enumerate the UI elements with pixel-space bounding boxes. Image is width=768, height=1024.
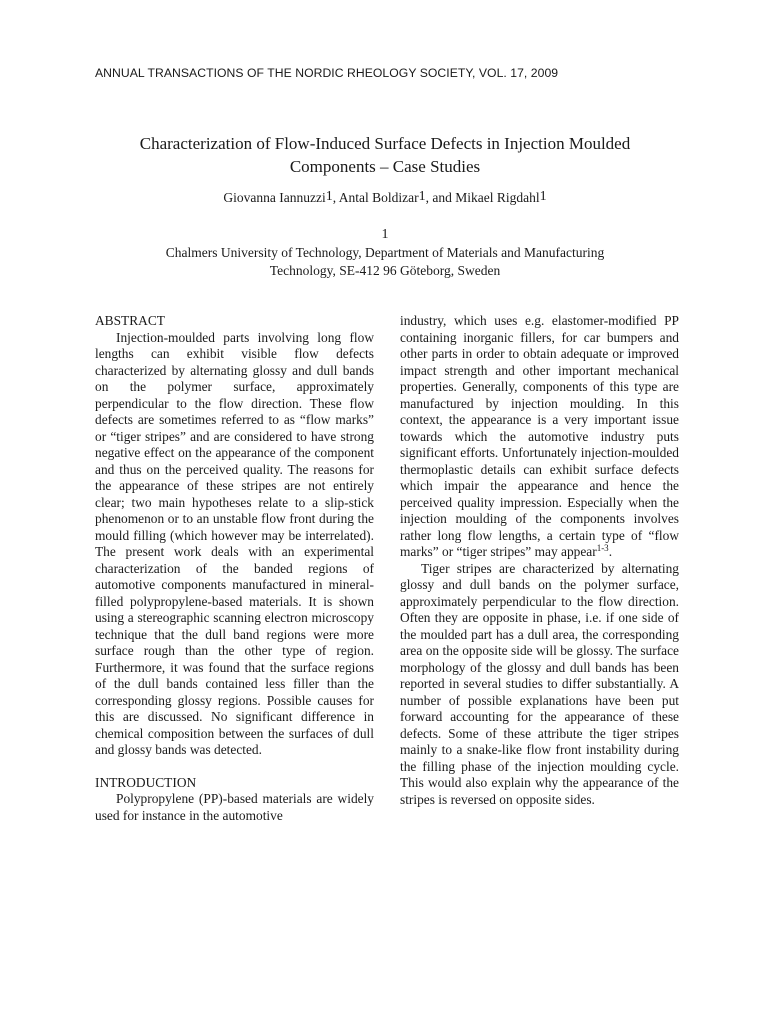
author-affiliation-mark: 1 (418, 189, 426, 204)
intro-text: industry, which uses e.g. elastomer-modified PP containing inorganic fillers, for car bumpers and other parts in order to obtain adequate or improved impact strength and other important mechanical properties. Generally, components of this type are manufactured by injection moulding. In this context, the appearance is a very important issue towards which the automotive industry puts significant efforts. Unfortunately injection-moulded thermoplastic details can exhibit surface defects which impair the appearance and hence the perceived quality impression. Especially when the injection moulding of the components involves rather long flow lengths, a certain type of “flow marks” or “tiger stripes” may appear (400, 313, 679, 559)
affiliation (60, 226, 710, 280)
abstract-paragraph: Injection-moulded parts involving long flow lengths can exhibit visible flow defects characterized by alternating glossy and dull bands on the polymer surface, approximately perpendicular to the flow direction. These flow defects are sometimes referred to as “flow marks” or “tiger stripes” and are considered to have strong negative effect on the appearance of the component and thus on the perceived quality. The reasons for the appearance of these stripes are not entirely clear; two main hypotheses relate to a slip-stick phenomenon or to an unstable flow front during the mould filling (which however may be interrelated). The present work deals with an experimental characterization of the banded regions of automotive components manufactured in mineral-filled polypropylene-based materials. It is shown using a stereographic scanning electron microscopy technique that the dull band regions were more surface rough than the other type of region. Furthermore, it was found that the surface regions of the dull bands contained less filler than the corresponding glossy regions. Possible causes for this are discussed. No significant difference in chemical composition between the surfaces of dull and glossy bands was detected. (95, 329, 374, 757)
author-name: Mikael Rigdahl (455, 190, 540, 205)
affiliation-text-1: Chalmers University of Technology, Department of Materials and Manufacturing (165, 245, 605, 260)
left-column (95, 313, 374, 824)
right-column (400, 313, 679, 808)
journal-header: ANNUAL TRANSACTIONS OF THE NORDIC RHEOLOGY SOCIETY, VOL. 17, 2009 (95, 66, 559, 80)
introduction-paragraph-start: Polypropylene (PP)-based materials are widely used for instance in the automotive (95, 791, 374, 823)
author-name: Antal Boldizar (338, 190, 419, 205)
affiliation-line-2: Technology, SE-412 96 Göteborg, Sweden (269, 263, 501, 278)
paper-title (60, 132, 710, 178)
citation-ref: 1-3 (596, 543, 609, 553)
affiliation-line-1 (60, 226, 710, 262)
intro-text-end: . (608, 544, 613, 559)
tiger-stripes-paragraph: Tiger stripes are characterized by alternating glossy and dull bands on the polymer surface, approximately perpendicular to the flow direction. Often they are opposite in phase, i.e. if one side of the moulded part has a dull area, the corresponding area on the opposite side will be glossy. The surface morphology of the glossy and dull bands has been reported in several studies to differ substantially. A number of possible explanations have been put forward accounting for the appearance of these defects. Some of these attribute the tiger stripes mainly to a snake-like flow front instability during the filling phase of the injection moulding cycle. This would also explain why the appearance of the stripes is reversed on opposite sides. (400, 560, 679, 807)
affiliation-mark: 1 (381, 227, 389, 242)
author-separator: , (332, 190, 339, 205)
introduction-heading: INTRODUCTION (95, 774, 197, 790)
author-affiliation-mark: 1 (325, 189, 333, 204)
author-affiliation-mark: 1 (539, 189, 547, 204)
title-line-1: Characterization of Flow-Induced Surface Defects in Injection Moulded (139, 134, 631, 153)
author-separator: , and (425, 190, 456, 205)
introduction-paragraph-continued (400, 313, 679, 561)
author-name: Giovanna Iannuzzi (223, 190, 326, 205)
title-line-2: Components – Case Studies (289, 157, 481, 176)
abstract-heading: ABSTRACT (95, 313, 165, 328)
author-list (60, 189, 710, 206)
